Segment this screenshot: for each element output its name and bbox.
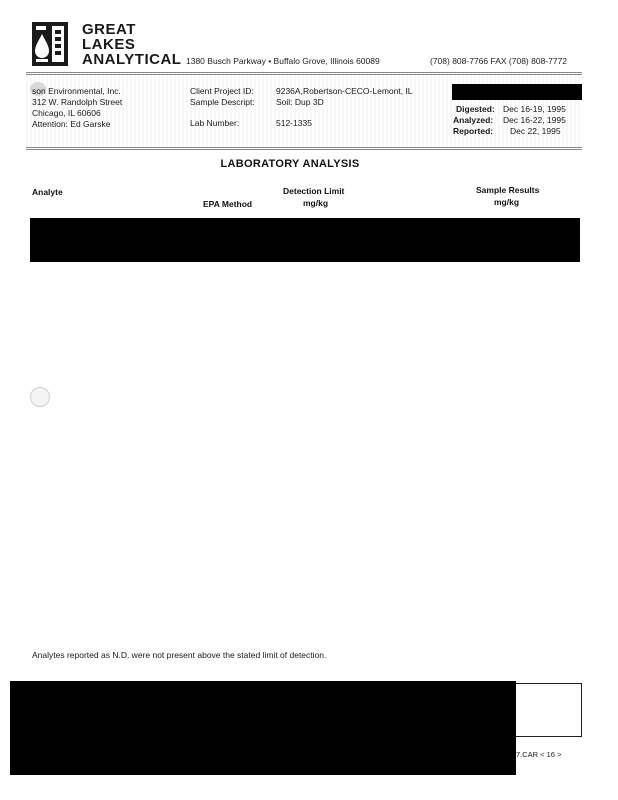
company-logo-text — [82, 22, 181, 67]
company-address: 1380 Busch Parkway • Buffalo Grove, Illinois 60089 — [186, 56, 380, 66]
redaction-bar-dates — [452, 84, 582, 100]
client-attention: Attention: Ed Garske — [32, 119, 111, 129]
sample-descr-value: Soil: Dup 3D — [276, 97, 324, 107]
footer-page-code: 7.CAR < 16 > — [516, 750, 562, 759]
client-company: son Environmental, Inc. — [32, 86, 121, 96]
analyzed-value: Dec 16-22, 1995 — [503, 115, 566, 125]
company-logo-mark — [32, 22, 68, 66]
column-detection-limit: Detection Limit — [283, 186, 345, 196]
column-results-unit: mg/kg — [494, 197, 520, 207]
client-project-label: Client Project ID: — [190, 86, 254, 96]
digested-label: Digested: — [456, 104, 495, 114]
logo-line-great: GREAT — [82, 21, 136, 38]
report-title: LABORATORY ANALYSIS — [220, 158, 360, 170]
redacted-results-block — [30, 218, 580, 262]
sample-descr-label: Sample Descript: — [190, 97, 255, 107]
analyzed-label: Analyzed: — [453, 115, 494, 125]
punch-hole-middle — [30, 387, 50, 407]
client-project-value: 9236A,Robertson-CECO-Lemont, IL — [276, 86, 413, 96]
client-city: Chicago, IL 60606 — [32, 108, 101, 118]
logo-line-analytical: ANALYTICAL — [82, 51, 182, 68]
column-epa-method: EPA Method — [203, 199, 253, 209]
column-detection-unit: mg/kg — [303, 198, 329, 208]
logo-line-lakes: LAKES — [82, 36, 136, 53]
detection-footnote: Analytes reported as N.D. were not present above the stated limit of detection. — [32, 650, 327, 660]
column-analyte: Analyte — [32, 187, 63, 197]
redacted-footer-block — [10, 681, 516, 775]
client-street: 312 W. Randolph Street — [32, 97, 123, 107]
lab-number-label: Lab Number: — [190, 118, 240, 128]
company-phone-fax: (708) 808-7766 FAX (708) 808-7772 — [430, 56, 568, 66]
column-sample-results: Sample Results — [476, 185, 540, 195]
reported-label: Reported: — [453, 126, 494, 136]
reported-value: Dec 22, 1995 — [510, 126, 561, 136]
lab-number-value: 512-1335 — [276, 118, 312, 128]
digested-value: Dec 16-19, 1995 — [503, 104, 566, 114]
water-drop-logo-icon — [32, 22, 68, 66]
